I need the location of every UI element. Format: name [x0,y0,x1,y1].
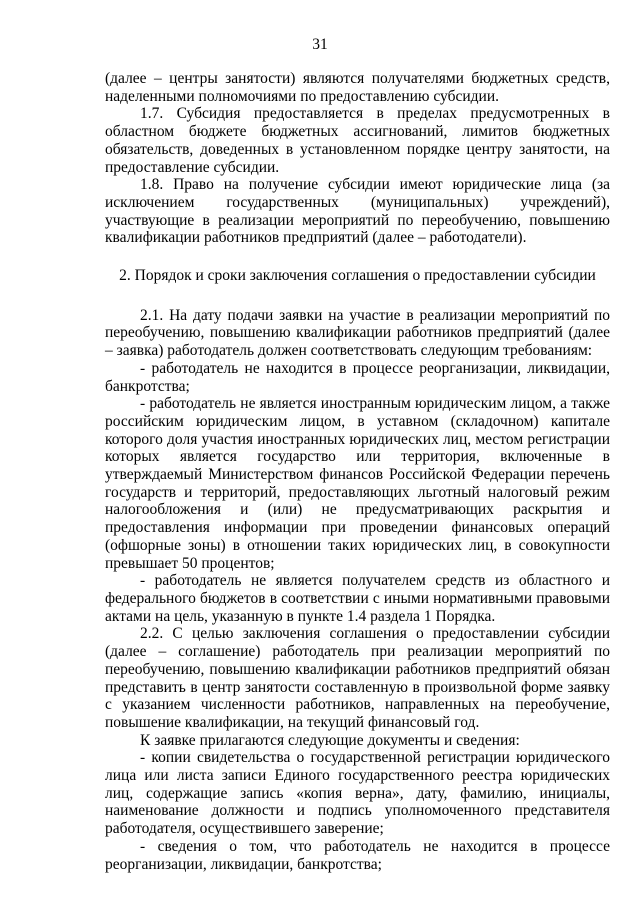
paragraph-continuation: (далее – центры занятости) являются получателями бюджетных средств, наделенными полномочиями по предоставлению субсидии. [105,70,610,105]
paragraph-2-2: 2.2. С целью заключения соглашения о предоставлении субсидии (далее – соглашение) работодатель при реализации мероприятий по переобучению, повышению квалификации работников предприятий обязан представить в центр занятости составленную в произвольной форме заявку с указанием численности работников, направленных на переобучение, повышение квалификации, на текущий финансовый год. [105,625,610,731]
documents-intro: К заявке прилагаются следующие документы и сведения: [140,731,520,749]
requirement-item: - работодатель не находится в процессе реорганизации, ликвидации, банкротства; [105,359,610,395]
document-body [105,70,610,873]
document-item: - сведения о том, что работодатель не находится в процессе реорганизации, ликвидации, банкротства; [105,837,610,873]
paragraph-1-8: 1.8. Право на получение субсидии имеют юридические лица (за исключением государственных (муниципальных) учреждений), участвующие в реализации мероприятий по переобучению, повышению квалификации работников предприятий (далее – работодатели). [105,176,610,247]
section-2-heading: 2. Порядок и сроки заключения соглашения о предоставлении субсидии [119,267,596,285]
requirement-item: - работодатель не является получателем средств из областного и федерального бюджетов в соответствии с иными нормативными правовыми актами на цель, указанную в пункте 1.4 раздела 1 Порядка. [105,572,610,625]
paragraph-2-1: 2.1. На дату подачи заявки на участие в реализации мероприятий по переобучению, повышению квалификации работников предприятий (далее – заявка) работодатель должен соответствовать следующим требованиям: [105,306,610,360]
paragraph-1-7: 1.7. Субсидия предоставляется в пределах предусмотренных в областном бюджете бюджетных ассигнований, лимитов бюджетных обязательств, доведенных в установленном порядке центру занятости, на предоставление субсидии. [105,105,610,176]
page-number: 31 [312,36,328,53]
document-item: - копии свидетельства о государственной регистрации юридического лица или листа записи Единого государственного реестра юридических лиц, содержащие запись «копия верна», дату, фамилию, инициалы, наименование должности и подпись уполномоченного представителя работодателя, осуществившего заверение; [105,749,610,838]
requirement-item: - работодатель не является иностранным юридическим лицом, а также российским юридическим лицом, в уставном (складочном) капитале которого доля участия иностранных юридических лиц, местом регистрации которых является государство или территория, включенные в утверждаемый Министерством финансов Российской Федерации перечень государств и территорий, предоставляющих льготный налоговый режим налогообложения и (или) не предусматривающих раскрытия и предоставления информации при проведении финансовых операций (офшорные зоны) в отношении таких юридических лиц, в совокупности превышает 50 процентов; [105,395,610,572]
